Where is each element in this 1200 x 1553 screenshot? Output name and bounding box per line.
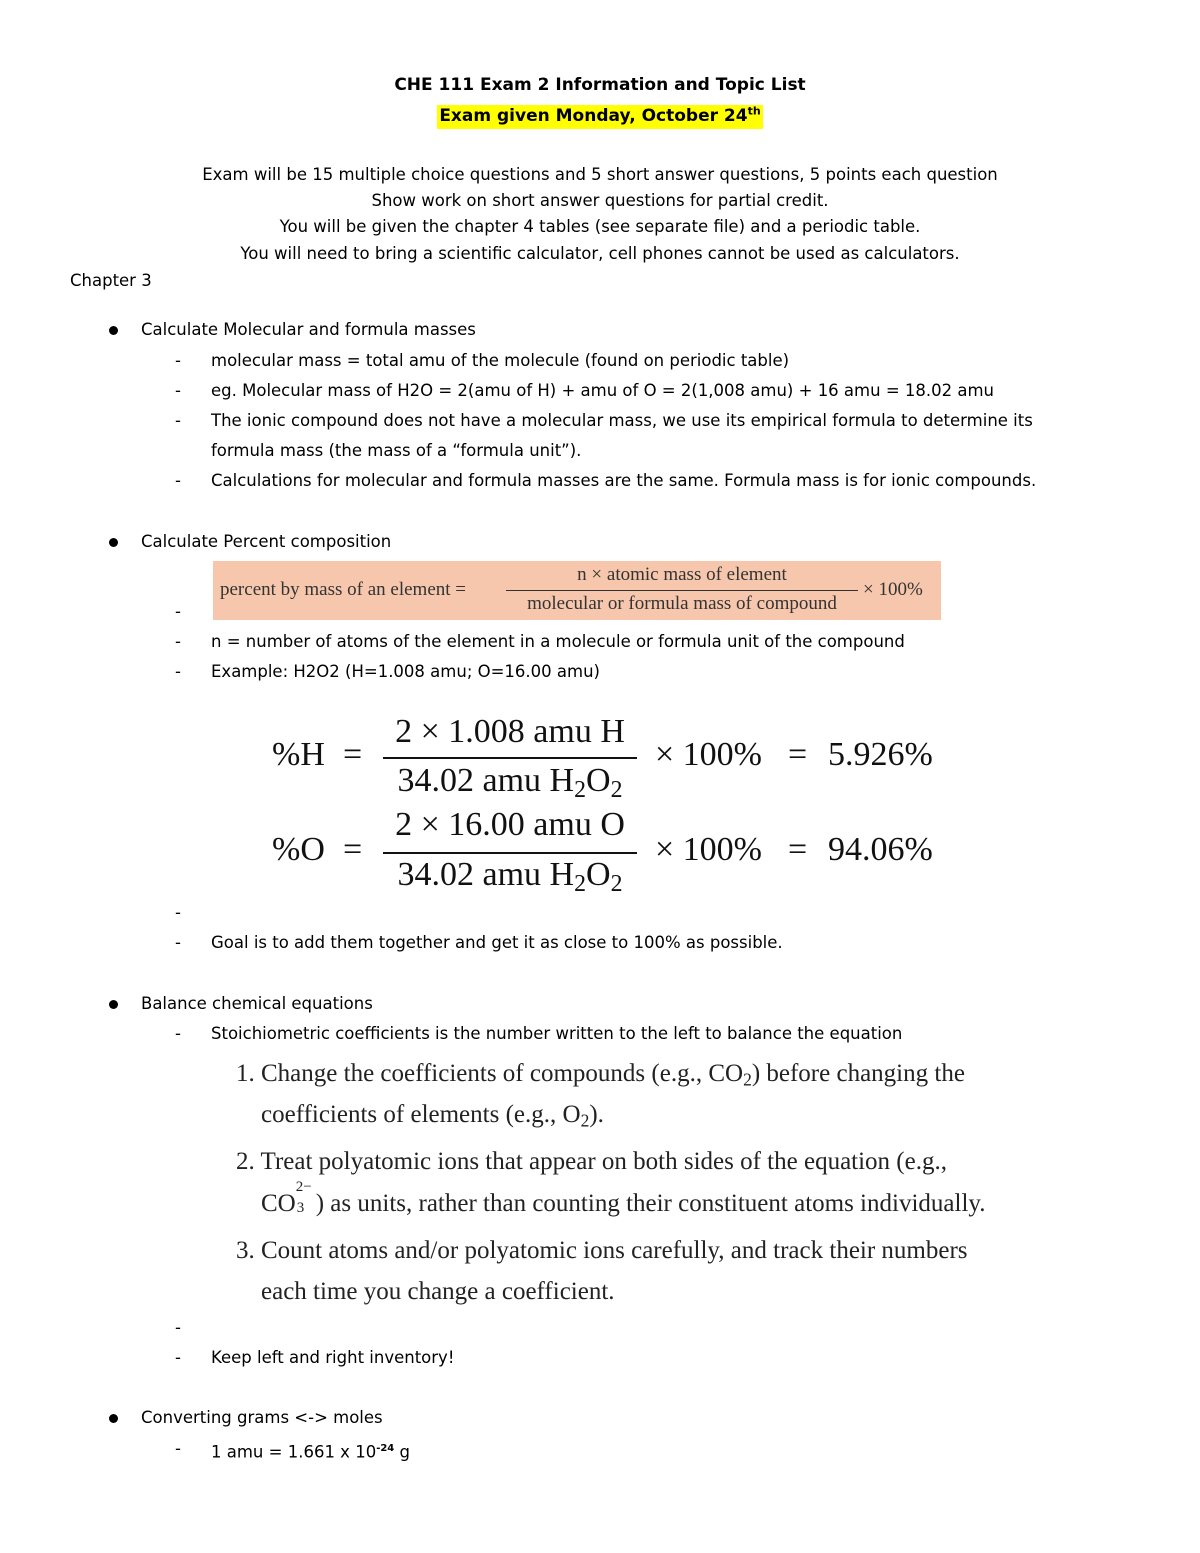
section1-heading: Calculate Molecular and formula masses [141, 320, 476, 339]
page-title: CHE 111 Exam 2 Information and Topic List [394, 75, 806, 95]
formula-lhs: percent by mass of an element = [220, 579, 467, 600]
dash-marker: - [175, 903, 181, 922]
balance-step-3-cont: each time you change a coefficient. [261, 1278, 615, 1305]
section4-heading: Converting grams <-> moles [141, 1408, 383, 1427]
eq-o-times: × 100% [655, 831, 762, 868]
dash-marker: - [175, 602, 181, 621]
eq-o-equals-2: = [788, 831, 808, 868]
section1-item: The ionic compound does not have a molecular mass, we use its empirical formula to determine its [211, 411, 1033, 430]
section1-item: Calculations for molecular and formula masses are the same. Formula mass is for ionic compounds. [211, 471, 1037, 490]
section1-item: eg. Molecular mass of H2O = 2(amu of H) + amu of O = 2(1,008 amu) + 16 amu = 18.02 amu [211, 381, 995, 400]
section3-item: Stoichiometric coefficients is the number written to the left to balance the equation [211, 1024, 903, 1043]
dash-marker: - [175, 1439, 181, 1458]
eq-o-equals: = [343, 831, 363, 868]
eq-o-numerator: 2 × 16.00 amu O [395, 806, 625, 843]
section1-item-continued: formula mass (the mass of a “formula unit”). [211, 441, 582, 460]
eq-h-den-o: O [586, 762, 611, 799]
bullet-dot [109, 538, 118, 547]
eq-h-lhs: %H [272, 736, 325, 773]
exam-date [0, 104, 1200, 126]
dash-marker: - [175, 632, 181, 651]
dash-marker: - [175, 662, 181, 681]
dash-marker: - [175, 411, 181, 430]
section3-item: Keep left and right inventory! [211, 1348, 455, 1367]
eq-o-lhs: %O [272, 831, 325, 868]
ion-sub: 3 [296, 1200, 305, 1216]
dash-marker: - [175, 933, 181, 952]
section2-item: n = number of atoms of the element in a molecule or formula unit of the compound [211, 632, 905, 651]
eq-h-den-sub: 2 [574, 776, 587, 803]
section2-item: Example: H2O2 (H=1.008 amu; O=16.00 amu) [211, 662, 600, 681]
eq-h-result: 5.926% [828, 736, 933, 773]
dash-marker: - [175, 1318, 181, 1337]
eq-h-equals-2: = [788, 736, 808, 773]
intro-line-3: You will be given the chapter 4 tables (see separate file) and a periodic table. [279, 217, 921, 236]
percent-formula-box [213, 561, 941, 620]
eq-o-den-o: O [586, 856, 611, 893]
section4-item [211, 1439, 410, 1463]
eq-h-equals: = [343, 736, 363, 773]
exam-date-text: Exam given Monday, October 24 [439, 105, 748, 126]
eq-o-result: 94.06% [828, 831, 933, 868]
exam-date-highlight [437, 105, 762, 129]
step-text: coefficients of elements (e.g., O [261, 1101, 581, 1128]
eq-o-den-sub: 2 [574, 870, 587, 897]
formula-numerator: n × atomic mass of element [577, 564, 787, 585]
section2-heading: Calculate Percent composition [141, 532, 392, 551]
section1-item: molecular mass = total amu of the molecule (found on periodic table) [211, 351, 790, 370]
eq-o-den-sub: 2 [610, 870, 623, 897]
chapter-heading: Chapter 3 [70, 271, 152, 290]
formula-denominator: molecular or formula mass of compound [527, 593, 837, 614]
balance-step-2-cont [261, 1179, 986, 1218]
ion-sup: 2− [295, 1179, 312, 1195]
eq-h-denominator [383, 762, 637, 804]
bullet-dot [109, 1414, 118, 1423]
step-text: CO [261, 1190, 296, 1217]
dash-marker: - [175, 1024, 181, 1043]
formula-fraction-bar [506, 590, 858, 591]
balance-step-1 [236, 1060, 965, 1090]
bullet-dot [109, 326, 118, 335]
eq-o-denominator [383, 856, 637, 898]
balance-step-2: 2. Treat polyatomic ions that appear on both sides of the equation (e.g., [236, 1148, 947, 1175]
eq-h-times: × 100% [655, 736, 762, 773]
eq-h-den-text: 34.02 amu H [397, 762, 575, 799]
step-text: 1. Change the coefficients of compounds (e.g., CO [236, 1060, 744, 1087]
amu-text: 1 amu = 1.661 x 10 [211, 1442, 377, 1462]
step-sub: 2 [743, 1069, 752, 1090]
section2-item: Goal is to add them together and get it as close to 100% as possible. [211, 933, 783, 952]
dash-marker: - [175, 1348, 181, 1367]
balance-step-1-cont [261, 1101, 604, 1131]
dash-marker: - [175, 471, 181, 490]
section3-heading: Balance chemical equations [141, 994, 373, 1013]
intro-line-4: You will need to bring a scientific calculator, cell phones cannot be used as calculators. [240, 244, 960, 263]
eq-o-fraction-bar [383, 852, 637, 854]
amu-unit: g [394, 1442, 410, 1462]
balance-step-3: 3. Count atoms and/or polyatomic ions carefully, and track their numbers [236, 1237, 968, 1264]
formula-rhs: × 100% [863, 579, 923, 600]
ion-charge [295, 1179, 316, 1216]
dash-marker: - [175, 351, 181, 370]
step-text: ) before changing the [751, 1060, 965, 1087]
amu-exponent: -24 [376, 1443, 395, 1454]
eq-h-numerator: 2 × 1.008 amu H [395, 713, 625, 750]
intro-line-1: Exam will be 15 multiple choice questions and 5 short answer questions, 5 points each question [202, 165, 998, 184]
intro-line-2: Show work on short answer questions for partial credit. [371, 191, 829, 210]
step-text: ). [589, 1101, 604, 1128]
dash-marker: - [175, 381, 181, 400]
exam-date-suffix: th [747, 104, 761, 117]
eq-o-den-text: 34.02 amu H [397, 856, 575, 893]
bullet-dot [109, 1000, 118, 1009]
eq-h-fraction-bar [383, 757, 637, 759]
step-sub: 2 [580, 1110, 590, 1131]
eq-h-den-sub: 2 [610, 776, 623, 803]
step-text: ) as units, rather than counting their constituent atoms individually. [315, 1190, 986, 1217]
